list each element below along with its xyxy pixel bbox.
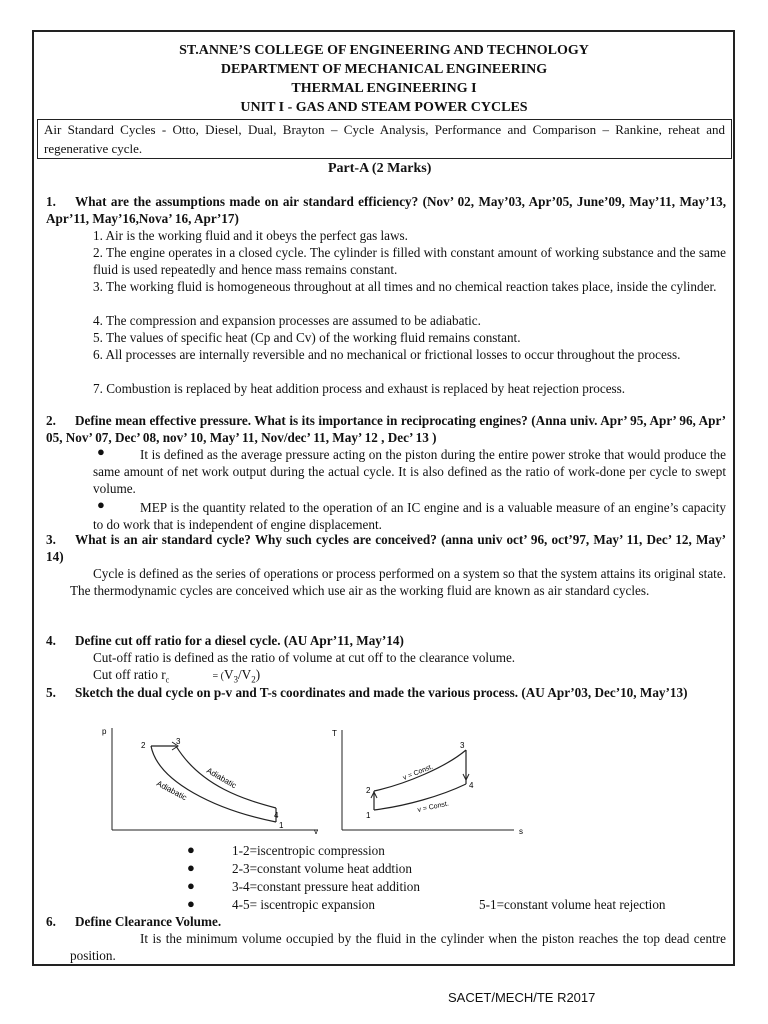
pv-axis-v: v	[314, 827, 318, 836]
q6-question: Define Clearance Volume.	[75, 914, 222, 929]
q1-answer-3: 3. The working fluid is homogeneous throughout at all times and no chemical reaction takes place, inside the cylinder.	[93, 279, 717, 294]
bullet-icon: ●	[187, 896, 195, 911]
q2-bullet-1: It is defined as the average pressure acting on the piston during the entire power stroke that would produce the same amount of net work output during the actual cycle. It is also defined as the ratio of work-done per cycle to swept volume.	[93, 447, 726, 496]
pv-point-1: 1	[279, 821, 284, 830]
bullet-icon: ●	[97, 444, 105, 459]
formula-close: )	[255, 667, 261, 682]
q1-answer-7: 7. Combustion is replaced by heat addition process and exhaust is replaced by heat rejection process.	[93, 381, 626, 396]
q2-question: Define mean effective pressure. What is its importance in reciprocating engines? (Anna univ. Apr’ 95, Apr’ 96, Apr’ 05, Nov’ 07, Dec’ 08, nov’ 10, May’ 11, Nov/dec’ 11, May’ 12 , Dec’ 13 )	[46, 413, 726, 445]
pv-label-adiabatic-upper: Adiabatic	[205, 765, 239, 791]
unit-title: UNIT I - GAS AND STEAM POWER CYCLES	[240, 100, 528, 115]
q5-number: 5.	[46, 685, 56, 700]
ts-axis-t: T	[332, 729, 337, 738]
q3-number: 3.	[46, 532, 56, 547]
bullet-icon: ●	[187, 878, 195, 893]
process-5-1: 5-1=constant volume heat rejection	[479, 897, 666, 912]
bullet-icon: ●	[187, 860, 195, 875]
ts-diagram	[326, 722, 528, 837]
subject-title: THERMAL ENGINEERING I	[291, 81, 477, 96]
process-2-3: 2-3=constant volume heat addtion	[232, 861, 412, 876]
q1-question: What are the assumptions made on air standard efficiency? (Nov’ 02, May’03, Apr’05, June’09, May’11, May’13, Apr’11, May’16,Nova’ 16, Apr’17)	[46, 194, 726, 226]
ts-axis-s: s	[519, 827, 523, 836]
q6-number: 6.	[46, 914, 56, 929]
ts-point-2: 2	[366, 786, 371, 795]
pv-point-3: 3	[176, 737, 181, 746]
process-4-5: 4-5= iscentropic expansion	[232, 897, 375, 912]
pv-point-2: 2	[141, 741, 146, 750]
q1-number: 1.	[46, 194, 56, 209]
q2-number: 2.	[46, 413, 56, 428]
q4-number: 4.	[46, 633, 56, 648]
ts-point-4: 4	[469, 781, 474, 790]
department-name: DEPARTMENT OF MECHANICAL ENGINEERING	[220, 62, 548, 77]
formula-label: Cut off ratio r	[93, 667, 166, 682]
process-3-4: 3-4=constant pressure heat addition	[232, 879, 420, 894]
footer-code: SACET/MECH/TE R2017	[448, 990, 596, 1005]
formula-slash: /V	[238, 667, 252, 682]
q1-answer-6: 6. All processes are internally reversible and no mechanical or frictional losses to occur throughout the process.	[93, 347, 681, 362]
pv-axis-p: p	[102, 727, 107, 736]
q6-answer: It is the minimum volume occupied by the fluid in the cylinder when the piston reaches the top dead centre position.	[70, 931, 726, 963]
pv-point-4: 4	[274, 811, 279, 820]
q4-answer: Cut-off ratio is defined as the ratio of volume at cut off to the clearance volume.	[93, 650, 516, 665]
part-title: Part-A (2 Marks)	[328, 161, 432, 176]
pv-diagram	[96, 722, 332, 837]
formula-v3: V	[223, 667, 234, 682]
formula-v3-sub: 3	[233, 674, 239, 685]
pv-label-adiabatic-lower: Adiabatic	[155, 778, 189, 803]
formula-sub: c	[165, 675, 170, 685]
q1-answer-4: 4. The compression and expansion processes are assumed to be adiabatic.	[93, 313, 481, 328]
bullet-icon: ●	[97, 497, 105, 512]
ts-point-3: 3	[460, 741, 465, 750]
q2-bullet-2: MEP is the quantity related to the operation of an IC engine and is a valuable measure of an engine’s capacity to do work that is independent of engine displacement.	[93, 500, 726, 532]
syllabus-box: Air Standard Cycles - Otto, Diesel, Dual, Brayton – Cycle Analysis, Performance and Comparison – Rankine, reheat and regenerative cycle.	[37, 119, 732, 159]
formula-v2-sub: 2	[251, 674, 256, 685]
q1-answer-1: 1. Air is the working fluid and it obeys the perfect gas laws.	[93, 228, 408, 243]
bullet-icon: ●	[187, 842, 195, 857]
q1-answer-2: 2. The engine operates in a closed cycle. The cylinder is filled with constant amount of working substance and the same fluid is used repeatedly and hence mass remains constant.	[93, 245, 726, 277]
q1-answer-5: 5. The values of specific heat (Cp and Cv) of the working fluid remains constant.	[93, 330, 521, 345]
college-name: ST.ANNE’S COLLEGE OF ENGINEERING AND TECHNOLOGY	[179, 43, 589, 58]
q3-answer: Cycle is defined as the series of operations or process performed on a system so that the system attains its original state. The thermodynamic cycles are conceived which use air as the working fluid are known as air standard cycles.	[70, 566, 726, 598]
process-1-2: 1-2=iscentropic compression	[232, 843, 385, 858]
ts-label-v-const-lower: v = Const.	[416, 800, 450, 814]
ts-label-v-const-upper: v = Const.	[402, 763, 435, 782]
formula-eq: = (	[212, 671, 224, 682]
q5-question: Sketch the dual cycle on p-v and T-s coordinates and made the various process. (AU Apr’03, Dec’10, May’13)	[75, 685, 688, 700]
q3-question: What is an air standard cycle? Why such cycles are conceived? (anna univ oct’ 96, oct’97, May’ 11, Dec’ 12, May’ 14)	[46, 532, 726, 564]
q4-question: Define cut off ratio for a diesel cycle. (AU Apr’11, May’14)	[75, 633, 404, 648]
ts-point-1: 1	[366, 811, 371, 820]
